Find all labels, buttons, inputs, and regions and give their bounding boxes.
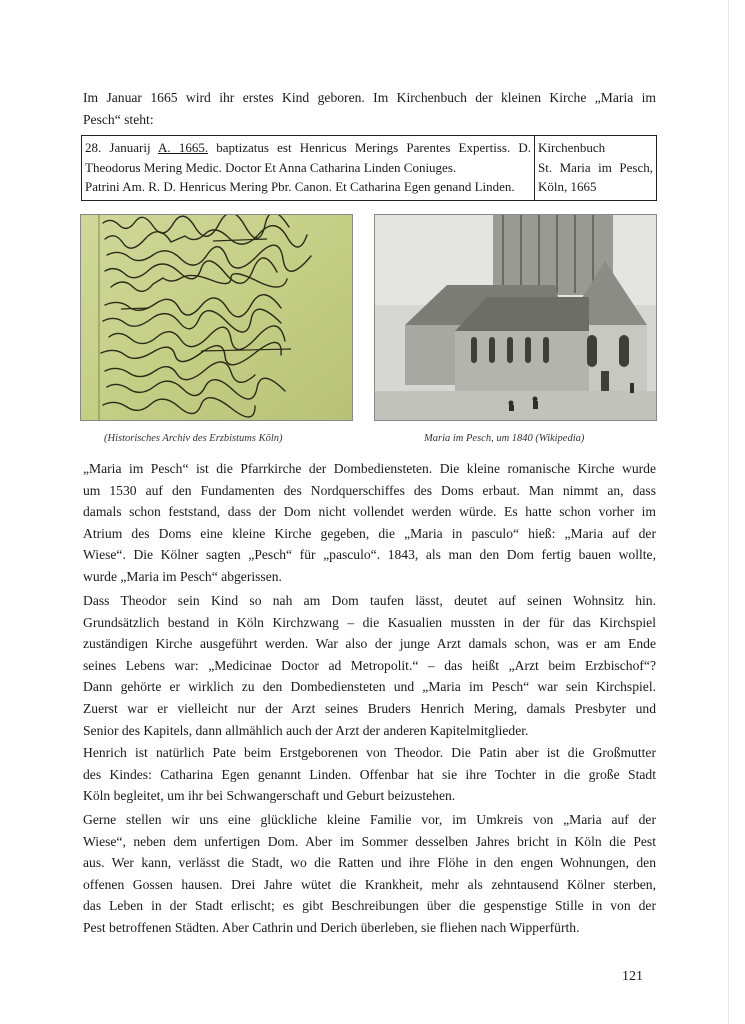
register-line: 28. Januarij A. 1665. baptizatus est Henricus Merings Parentes Expertiss. D. <box>85 140 531 155</box>
text-line: Pesch“ steht: <box>83 111 154 127</box>
paragraph: „Maria im Pesch“ ist die Pfarrkirche der Dombediensteten. Die kleine romanische Kirche wurde um 1530 auf den Fundamenten des Nordquerschiffes des Doms erbaut. Man nimmt an, dass damals schon feststand, dass der Dom nicht vollendet werden würde. Es hatte schon vorher im Atrium des Doms eine kleine Kirche gegeben, die „Maria in pasculo“ hieß: „Maria auf der Wiese“. Die Kölner sagten „Pesch“ für „pasculo“. 1843, als man den Dom fertig bauen wollte, wurde „Maria im Pesch“ abgerissen. <box>83 461 656 584</box>
church-drawing <box>375 215 656 420</box>
register-line: Theodorus Mering Medic. Doctor Et Anna Catharina Linden Coniuges. <box>85 159 457 175</box>
paragraph: Henrich ist natürlich Pate beim Erstgeborenen von Theodor. Die Patin aber ist die Großmutter des Kindes: Catharina Egen genannt Linden. Offenbar hat sie ihre Tochter in die große Stadt Köln begleitet, um ihr bei Schwangerschaft und Geburt beizustehen. <box>83 745 656 804</box>
register-entry <box>82 136 535 201</box>
church-engraving-image <box>374 214 657 421</box>
register-source: Kirchenbuch St. Maria im Pesch, Köln, 1665 <box>535 136 657 201</box>
church-register-image <box>80 214 353 421</box>
text-line: Im Januar 1665 wird ihr erstes Kind geboren. Im Kirchenbuch der kleinen Kirche „Maria im <box>83 90 656 105</box>
left-figure-caption: (Historisches Archiv des Erzbistums Köln) <box>104 433 283 444</box>
paragraph: Dass Theodor sein Kind so nah am Dom taufen lässt, deutet auf seinen Wohnsitz hin. Grundsätzlich bestand in Köln Kirchzwang – die Kasualien mussten in der für das Kirchspiel zuständigen Kirche ausgeführt werden. War also der junge Arzt damals schon, was er am Ende seines Lebens war: „Medicinae Doctor ad Metropolit.“ – das heißt „Arzt beim Erzbischof“? Dann gehörte er wirklich zu den Dombediensteten und „Maria im Pesch“ war sein Kirchspiel. Zuerst war er vielleicht nur der Arzt seines Bruders Henrich Mering, damals Presbyter und Senior des Kapitels, dann allmählich auch der Arzt der anderen Kapitelmitglieder. <box>83 593 656 738</box>
right-figure-caption: Maria im Pesch, um 1840 (Wikipedia) <box>424 433 585 444</box>
register-year: A. 1665. <box>158 140 209 155</box>
page-number: 121 <box>622 969 643 984</box>
register-line: Patrini Am. R. D. Henricus Mering Pbr. Canon. Et Catharina Egen genand Linden. <box>85 179 515 194</box>
church-register-table <box>81 135 657 201</box>
intro-paragraph <box>83 87 656 130</box>
handwriting-image <box>81 215 352 420</box>
page-edge <box>728 0 729 1024</box>
paragraph: Gerne stellen wir uns eine glückliche kleine Familie vor, im Umkreis von „Maria auf der Wiese“, neben dem unfertigen Dom. Aber im Sommer desselben Jahres bricht in Köln die Pest aus. Wer kann, verlässt die Stadt, wo die Ratten und ihre Flöhe in den engen Wohnungen, den offenen Gossen hausen. Drei Jahre wütet die Krankheit, mehr als zehntausend Kölner sterben, das Leben in der Stadt erlischt; es gibt Beschreibungen über die gespenstige Stille in von der Pest betroffenen Städten. Aber Cathrin und Derich überleben, sie fliehen nach Wipperfürth. <box>83 812 656 935</box>
